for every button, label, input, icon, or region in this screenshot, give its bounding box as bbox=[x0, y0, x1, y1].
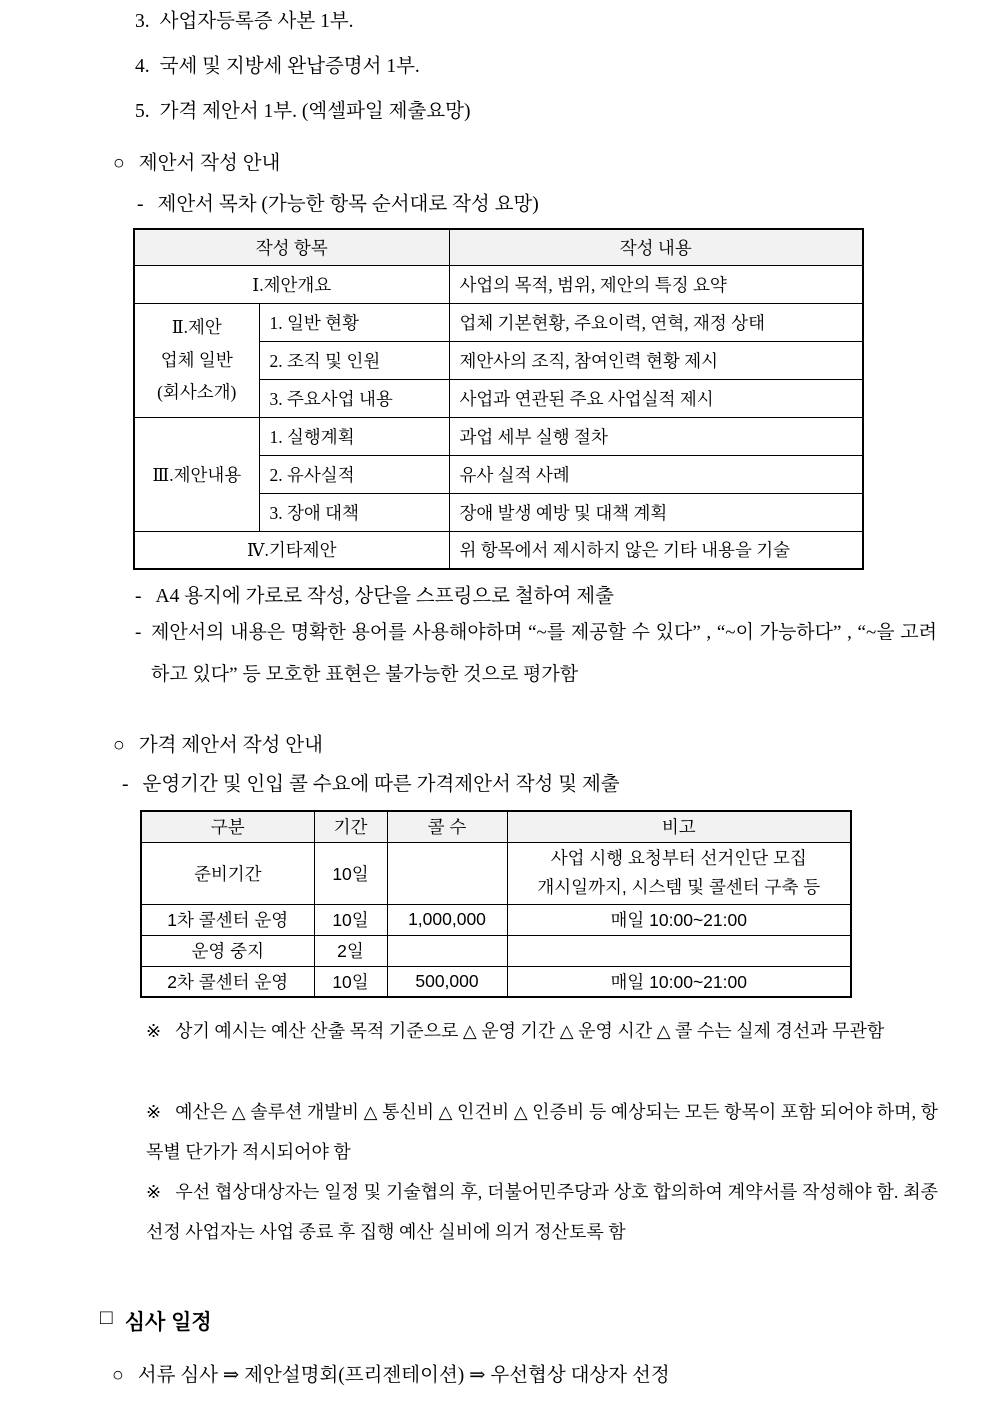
attachment-item bbox=[135, 53, 420, 81]
table-row bbox=[134, 417, 863, 455]
section-title-text: 제안서 작성 안내 bbox=[138, 153, 281, 174]
circle-bullet-icon: ○ bbox=[113, 735, 125, 756]
cell-period: 10일 bbox=[314, 904, 387, 935]
cell-remark: 사업 시행 요청부터 선거인단 모집 개시일까지, 시스템 및 콜센터 구축 등 bbox=[507, 842, 851, 904]
toc-subtitle bbox=[137, 191, 539, 219]
header-calls: 콜 수 bbox=[387, 811, 507, 842]
cell-content: 장애 발생 예방 및 대책 계획 bbox=[449, 493, 863, 531]
cell-item: 3. 주요사업 내용 bbox=[259, 379, 449, 417]
cell-item: 1. 일반 현황 bbox=[259, 303, 449, 341]
cell-category: 준비기간 bbox=[141, 842, 314, 904]
table-header-row bbox=[141, 811, 851, 842]
cell-calls bbox=[387, 842, 507, 904]
dash-bullet-icon: - bbox=[135, 586, 142, 607]
table-row bbox=[134, 303, 863, 341]
cell-content: 사업과 연관된 주요 사업실적 제시 bbox=[449, 379, 863, 417]
dash-bullet-icon: - bbox=[122, 774, 129, 795]
cell-category: 2차 콜센터 운영 bbox=[141, 966, 314, 997]
section-heading-review-schedule bbox=[100, 1306, 212, 1336]
cell-item: 1. 실행계획 bbox=[259, 417, 449, 455]
cell-period: 10일 bbox=[314, 966, 387, 997]
cell-item: 2. 조직 및 인원 bbox=[259, 341, 449, 379]
cell-category: 운영 중지 bbox=[141, 935, 314, 966]
square-bullet-icon: □ bbox=[100, 1306, 113, 1329]
reference-mark-icon: ※ bbox=[146, 1182, 162, 1202]
footnote-text: 우선 협상대상자는 일정 및 기술협의 후, 더불어민주당과 상호 합의하여 계약서를 작성해야 함. 최종 선정 사업자는 사업 종료 후 집행 예산 실비에 의거 정산토록 함 bbox=[146, 1182, 938, 1242]
price-subtitle bbox=[122, 771, 620, 799]
header-remark: 비고 bbox=[507, 811, 851, 842]
table-row bbox=[141, 935, 851, 966]
item-text: 가격 제안서 1부. (엑셀파일 제출요망) bbox=[159, 101, 471, 122]
header-category: 구분 bbox=[141, 811, 314, 842]
section-title-price-guide bbox=[113, 732, 323, 760]
circle-bullet-icon: ○ bbox=[113, 153, 125, 174]
cell-content: 업체 기본현황, 주요이력, 연혁, 재정 상태 bbox=[449, 303, 863, 341]
footnote-text: 상기 예시는 예산 산출 목적 기준으로 △ 운영 기간 △ 운영 시간 △ 콜 수는 실제 경선과 무관함 bbox=[175, 1021, 885, 1041]
cell-item: Ⅳ.기타제안 bbox=[134, 531, 449, 569]
price-schedule-table bbox=[140, 810, 852, 998]
heading-text: 심사 일정 bbox=[124, 1311, 212, 1334]
table-header-row bbox=[134, 229, 863, 265]
footnote-text: 예산은 △ 솔루션 개발비 △ 통신비 △ 인건비 △ 인증비 등 예상되는 모든 항목이 포함 되어야 하며, 항목별 단가가 적시되어야 함 bbox=[146, 1102, 938, 1162]
header-period: 기간 bbox=[314, 811, 387, 842]
cell-group-label: Ⅲ.제안내용 bbox=[134, 417, 259, 531]
cell-content: 사업의 목적, 범위, 제안의 특징 요약 bbox=[449, 265, 863, 303]
cell-group-label: Ⅱ.제안 업체 일반 (회사소개) bbox=[134, 303, 259, 417]
toc-subtitle-text: 제안서 목차 (가능한 항목 순서대로 작성 요망) bbox=[157, 194, 539, 215]
item-text: 사업자등록증 사본 1부. bbox=[159, 11, 354, 32]
dash-bullet-icon: - bbox=[137, 194, 144, 215]
section-title-text: 가격 제안서 작성 안내 bbox=[138, 735, 323, 756]
table-row bbox=[134, 531, 863, 569]
review-flow-text: 서류 심사 ⇒ 제안설명회(프리젠테이션) ⇒ 우선협상 대상자 선정 bbox=[137, 1365, 670, 1386]
cell-category: 1차 콜센터 운영 bbox=[141, 904, 314, 935]
cell-calls bbox=[387, 935, 507, 966]
attachment-item bbox=[135, 8, 354, 36]
cell-content: 유사 실적 사례 bbox=[449, 455, 863, 493]
review-flow bbox=[112, 1362, 670, 1390]
proposal-toc-table bbox=[133, 228, 864, 570]
cell-calls: 500,000 bbox=[387, 966, 507, 997]
cell-content: 제안사의 조직, 참여인력 현황 제시 bbox=[449, 341, 863, 379]
cell-item: Ⅰ.제안개요 bbox=[134, 265, 449, 303]
footnote bbox=[146, 1011, 938, 1051]
header-content: 작성 내용 bbox=[449, 229, 863, 265]
note-text: A4 용지에 가로로 작성, 상단을 스프링으로 철하여 제출 bbox=[155, 586, 614, 607]
price-subtitle-text: 운영기간 및 인입 콜 수요에 따른 가격제안서 작성 및 제출 bbox=[142, 774, 620, 795]
cell-period: 2일 bbox=[314, 935, 387, 966]
item-number: 4. bbox=[135, 56, 150, 77]
header-item: 작성 항목 bbox=[134, 229, 449, 265]
circle-bullet-icon: ○ bbox=[112, 1365, 124, 1386]
table-row bbox=[134, 265, 863, 303]
footnote bbox=[146, 1172, 938, 1252]
reference-mark-icon: ※ bbox=[146, 1021, 162, 1041]
cell-remark bbox=[507, 935, 851, 966]
cell-content: 과업 세부 실행 절차 bbox=[449, 417, 863, 455]
reference-mark-icon: ※ bbox=[146, 1102, 162, 1122]
cell-remark: 매일 10:00~21:00 bbox=[507, 904, 851, 935]
note-text: 제안서의 내용은 명확한 용어를 사용해야하며 “~를 제공할 수 있다” , “~이 가능하다” , “~을 고려하고 있다” 등 모호한 표현은 불가능한 것으로 평가함 bbox=[151, 622, 937, 685]
dash-bullet-icon: - bbox=[135, 622, 142, 643]
table-row bbox=[141, 966, 851, 997]
item-number: 5. bbox=[135, 101, 150, 122]
cell-calls: 1,000,000 bbox=[387, 904, 507, 935]
cell-period: 10일 bbox=[314, 842, 387, 904]
item-number: 3. bbox=[135, 11, 150, 32]
section-title-proposal-guide bbox=[113, 150, 280, 178]
table-row bbox=[141, 842, 851, 904]
cell-item: 2. 유사실적 bbox=[259, 455, 449, 493]
footnote bbox=[146, 1092, 938, 1172]
proposal-note bbox=[135, 612, 937, 696]
cell-content: 위 항목에서 제시하지 않은 기타 내용을 기술 bbox=[449, 531, 863, 569]
item-text: 국세 및 지방세 완납증명서 1부. bbox=[159, 56, 420, 77]
cell-item: 3. 장애 대책 bbox=[259, 493, 449, 531]
table-row bbox=[141, 904, 851, 935]
cell-remark: 매일 10:00~21:00 bbox=[507, 966, 851, 997]
attachment-item bbox=[135, 98, 470, 126]
proposal-note bbox=[135, 583, 614, 611]
